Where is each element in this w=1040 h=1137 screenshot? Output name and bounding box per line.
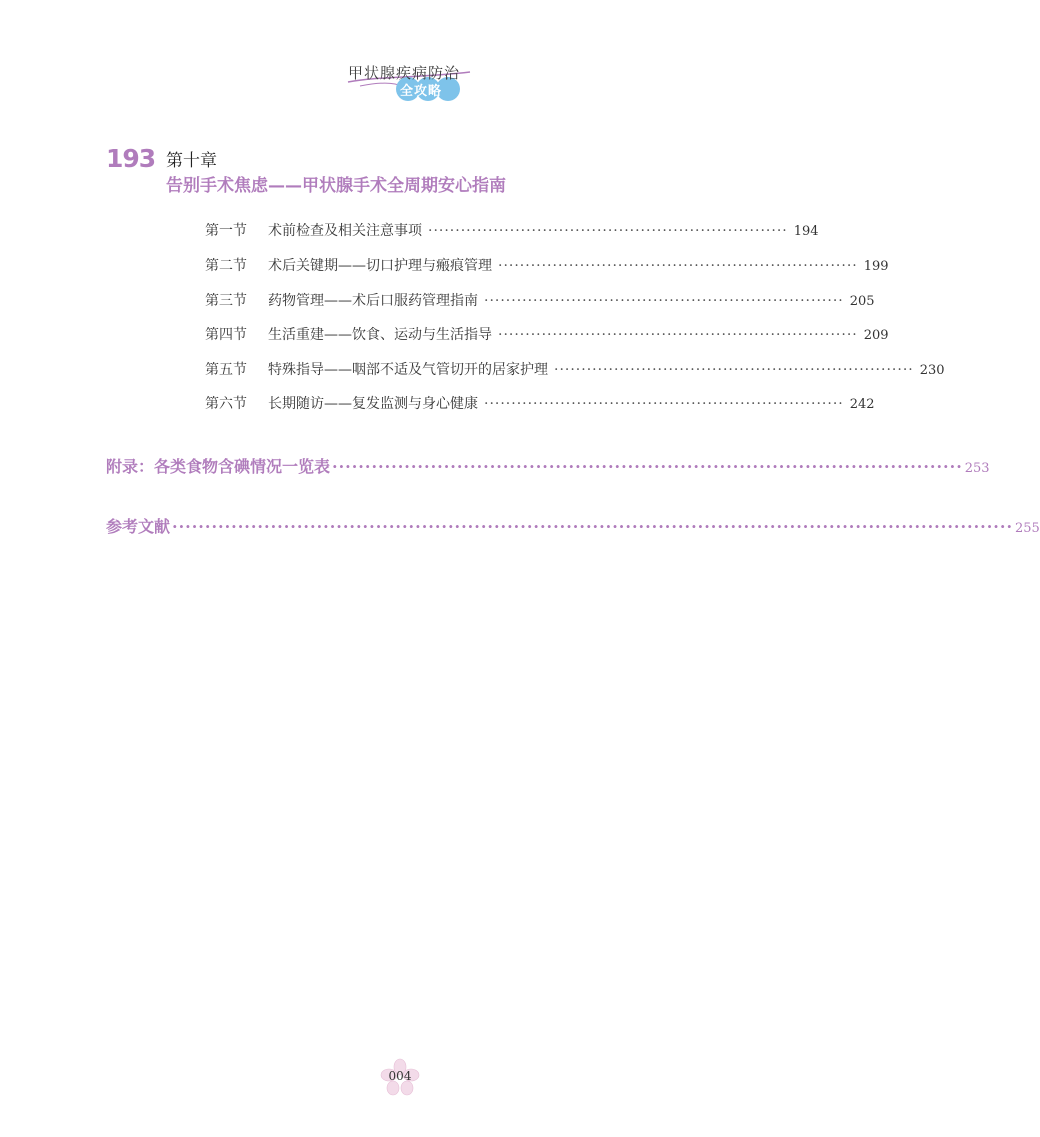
running-header <box>340 58 480 108</box>
section-title: 特殊指导——咽部不适及气管切开的居家护理 <box>268 362 548 378</box>
section-title: 长期随访——复发监测与身心健康 <box>268 396 478 412</box>
toc-entry[interactable] <box>205 290 875 312</box>
book-title-badge: 全攻略 <box>400 84 443 99</box>
chapter-label: 第十章 <box>166 151 217 171</box>
dot-leader: ································································································································ <box>172 517 1014 536</box>
section-number: 第五节 <box>205 362 247 378</box>
section-number: 第二节 <box>205 258 247 274</box>
section-page-number: 194 <box>793 224 819 239</box>
toc-entry[interactable] <box>205 359 945 381</box>
dot-leader: ·································································· <box>484 396 844 412</box>
page-footer <box>380 1058 420 1098</box>
dot-leader: ·································································· <box>554 362 914 378</box>
dot-leader: ·································································· <box>484 293 844 309</box>
book-title: 甲状腺疾病防治 <box>348 64 461 82</box>
toc-entry[interactable] <box>205 220 819 242</box>
section-page-number: 205 <box>849 294 875 309</box>
toc-appendix-entry[interactable] <box>106 454 990 478</box>
chapter-page-number: 193 <box>106 144 156 173</box>
toc-entry[interactable] <box>205 324 889 346</box>
references-title: 参考文献 <box>106 517 171 536</box>
dot-leader: ·································································· <box>428 223 788 239</box>
section-number: 第一节 <box>205 223 247 239</box>
section-page-number: 199 <box>863 259 889 274</box>
appendix-page-number: 253 <box>964 461 990 476</box>
toc-entry[interactable] <box>205 393 875 415</box>
section-title: 药物管理——术后口服药管理指南 <box>268 293 478 309</box>
dot-leader: ·································································· <box>498 327 858 343</box>
section-page-number: 209 <box>863 328 889 343</box>
toc-entry[interactable] <box>205 255 889 277</box>
section-title: 术前检查及相关注意事项 <box>268 223 422 239</box>
section-number: 第三节 <box>205 293 247 309</box>
chapter-title: 告别手术焦虑——甲状腺手术全周期安心指南 <box>166 176 506 196</box>
section-page-number: 242 <box>849 397 875 412</box>
appendix-title: 附录：各类食物含碘情况一览表 <box>106 457 331 476</box>
dot-leader: ································································································ <box>332 457 963 476</box>
dot-leader: ·································································· <box>498 258 858 274</box>
references-page-number: 255 <box>1015 521 1040 536</box>
section-number: 第六节 <box>205 396 247 412</box>
section-title: 生活重建——饮食、运动与生活指导 <box>268 327 492 343</box>
page-number: 004 <box>388 1069 412 1083</box>
toc-references-entry[interactable] <box>106 514 1040 538</box>
section-title: 术后关键期——切口护理与瘢痕管理 <box>268 258 492 274</box>
section-number: 第四节 <box>205 327 247 343</box>
section-page-number: 230 <box>919 363 945 378</box>
